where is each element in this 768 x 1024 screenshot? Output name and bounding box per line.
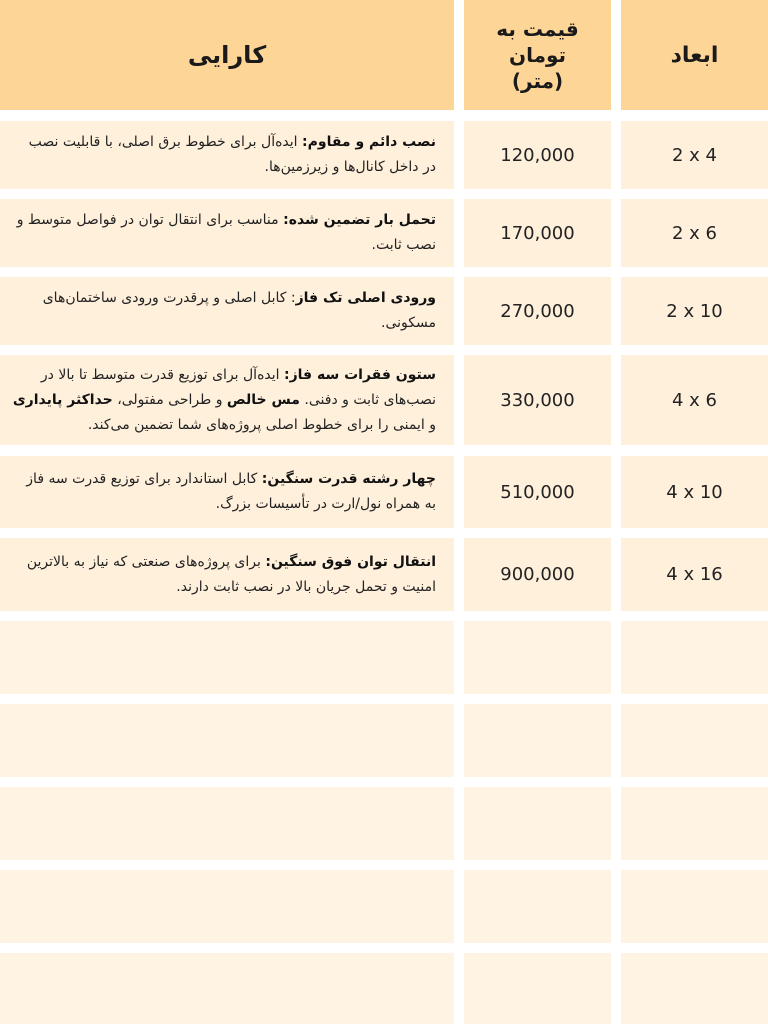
- header-price-line1: قیمت به: [496, 17, 579, 41]
- usage-text: کابل استاندارد برای توزیع قدرت سه فاز به همراه نول/ارت در تأسیسات بزرگ.: [26, 471, 436, 512]
- empty-row-5-price: [464, 953, 611, 1024]
- empty-row-5-usage: [0, 953, 454, 1024]
- dimension-value: 4 x 6: [672, 389, 717, 411]
- usage-text: ایده‌آل برای خطوط برق اصلی، با قابلیت نصب در داخل کانال‌ها و زیرزمین‌ها.: [28, 134, 436, 175]
- usage-text: مناسب برای انتقال توان در فواصل متوسط و نصب ثابت.: [16, 212, 436, 253]
- empty-row-4-dimension: [621, 870, 768, 943]
- usage-bold-copper: مس خالص: [226, 391, 300, 408]
- row-1-usage: [0, 121, 454, 189]
- empty-row-1-usage: [0, 621, 454, 694]
- usage-text: و ایمنی را برای خطوط اصلی پروژه‌های شما تضمین می‌کند.: [87, 416, 436, 433]
- header-usage: [0, 0, 454, 110]
- header-dimensions: [621, 0, 768, 110]
- row-3-usage: [0, 277, 454, 345]
- usage-title: انتقال توان فوق سنگین:: [265, 553, 436, 570]
- header-usage-label: کارایی: [187, 41, 267, 69]
- row-6-dimension: [621, 538, 768, 611]
- row-6-price: [464, 538, 611, 611]
- price-value: 330,000: [500, 389, 575, 411]
- row-2-usage: [0, 199, 454, 267]
- empty-row-4-usage: [0, 870, 454, 943]
- empty-row-2-usage: [0, 704, 454, 777]
- usage-title: ستون فقرات سه فاز:: [284, 366, 436, 383]
- row-1-dimension: [621, 121, 768, 189]
- row-3-dimension: [621, 277, 768, 345]
- row-4-dimension: [621, 355, 768, 445]
- empty-row-3-usage: [0, 787, 454, 860]
- row-3-price: [464, 277, 611, 345]
- row-5-usage: [0, 456, 454, 528]
- dimension-value: 4 x 10: [666, 481, 723, 503]
- empty-row-5-dimension: [621, 953, 768, 1024]
- usage-title: تحمل بار تضمین شده:: [283, 212, 436, 228]
- header-dimensions-label: ابعاد: [670, 42, 719, 68]
- row-2-price: [464, 199, 611, 267]
- empty-row-1-dimension: [621, 621, 768, 694]
- row-5-dimension: [621, 456, 768, 528]
- row-1-price: [464, 121, 611, 189]
- dimension-value: 4 x 16: [666, 564, 723, 585]
- empty-row-3-price: [464, 787, 611, 860]
- empty-row-1-price: [464, 621, 611, 694]
- row-4-price: [464, 355, 611, 445]
- dimension-value: 2 x 10: [666, 300, 723, 322]
- usage-bold-stability: حداکثر پایداری: [12, 391, 113, 408]
- usage-title: چهار رشته قدرت سنگین:: [261, 471, 436, 487]
- usage-text: ایده‌آل برای توزیع قدرت متوسط تا بالا در نصب‌های ثابت و دفنی.: [40, 366, 436, 408]
- row-5-price: [464, 456, 611, 528]
- empty-row-3-dimension: [621, 787, 768, 860]
- empty-row-2-price: [464, 704, 611, 777]
- dimension-value: 2 x 6: [672, 222, 717, 244]
- dimension-value: 2 x 4: [672, 144, 717, 166]
- usage-text: : کابل اصلی و پرقدرت ورودی ساختمان‌های مسکونی.: [42, 290, 436, 331]
- header-price-line2: تومان: [509, 43, 567, 67]
- header-price: [464, 0, 611, 110]
- empty-row-4-price: [464, 870, 611, 943]
- header-price-line3: (متر): [511, 69, 564, 93]
- usage-title: نصب دائم و مقاوم:: [302, 134, 436, 150]
- price-value: 120,000: [500, 144, 575, 166]
- usage-text: و طراحی مفتولی،: [112, 391, 227, 408]
- empty-row-2-dimension: [621, 704, 768, 777]
- usage-title: ورودی اصلی تک فاز: [295, 290, 436, 306]
- price-value: 510,000: [500, 481, 575, 503]
- usage-text: برای پروژه‌های صنعتی که نیاز به بالاترین امنیت و تحمل جریان بالا در نصب ثابت دارند.: [26, 553, 436, 595]
- price-value: 170,000: [500, 222, 575, 244]
- row-2-dimension: [621, 199, 768, 267]
- row-6-usage: [0, 538, 454, 611]
- price-value: 270,000: [500, 300, 575, 322]
- row-4-usage: [0, 355, 454, 445]
- price-value: 900,000: [500, 564, 575, 585]
